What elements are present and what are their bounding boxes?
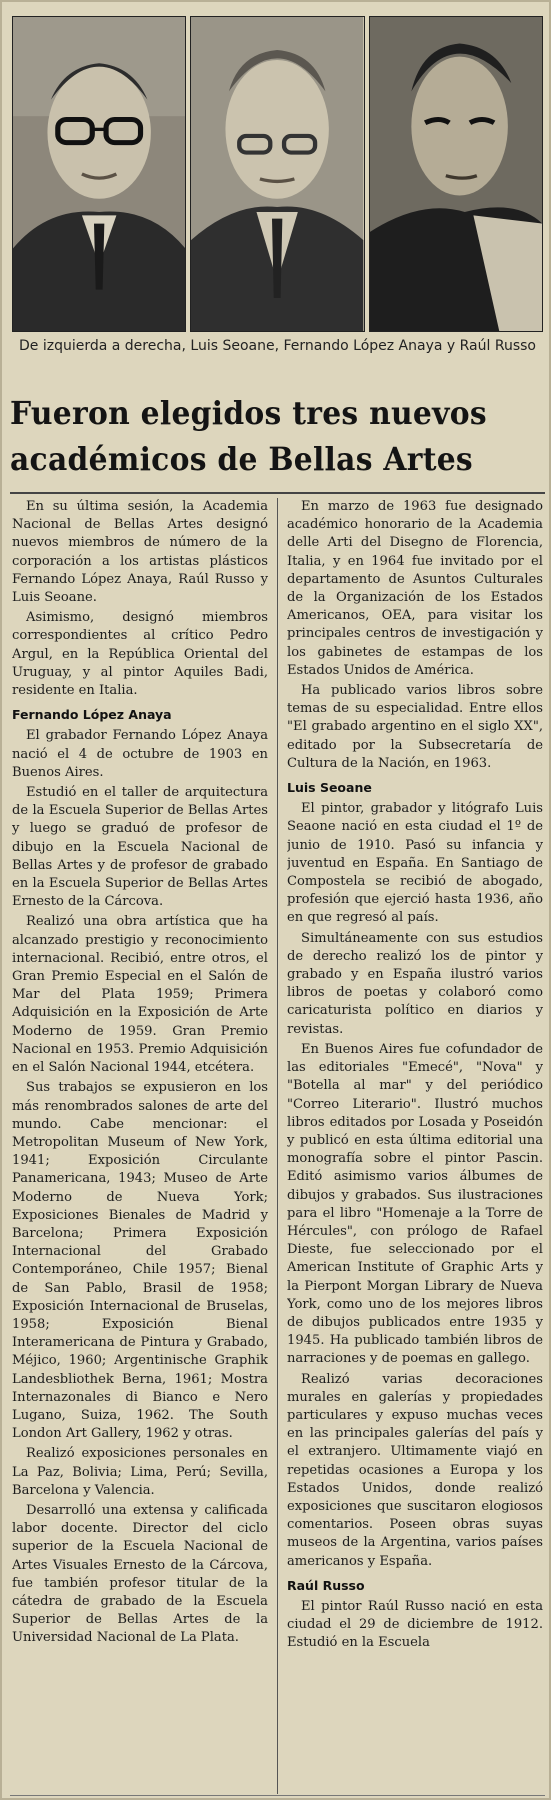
paragraph: Sus trabajos se expusieron en los más renombrados salones de arte del mundo. Cabe mencionar: el Metropolitan Museum of New York, 1941; Exposición Circulante Panamericana, 1943; Museo de Arte Moderno de Nueva York; Exposiciones Bienales de Madrid y Barcelona; Primera Exposición Internacional del Grabado Contemporáneo, Chile 1957; Bienal de San Pablo, Brasil de 1958; Exposición Internacional de Bruselas, 1958; Exposición Bienal Interamericana de Pintura y Grabado, Méjico, 1960; Argentinische Graphik Landesbliothek Berna, 1961; Mostra Internazonales di Bianco e Nero Lugano, Suiza, 1962. The South London Art Gallery, 1962 y otras.: [12, 1080, 268, 1442]
bottom-edge-rule: [10, 1795, 545, 1796]
portrait-strip: [12, 16, 543, 332]
paragraph: Realizó exposiciones personales en La Paz, Bolivia; Lima, Perú; Sevilla, Barcelona y Valencia.: [12, 1446, 268, 1498]
paragraph: El grabador Fernando López Anaya nació el 4 de octubre de 1903 en Buenos Aires.: [12, 728, 268, 780]
paragraph: El pintor, grabador y litógrafo Luis Seaone nació en esta ciudad el 1º de junio de 1910. Pasó su infancia y juventud en España. En Santiago de Compostela se recibió de abogado, profesión que ejerció hasta 1936, año en que regresó al país.: [287, 801, 543, 926]
article-body: [12, 498, 543, 1794]
paragraph: Simultáneamente con sus estudios de derecho realizó los de pintor y grabado y en España ilustró varios libros de poetas y colaboró como caricaturista político en diarios y revistas.: [287, 930, 543, 1037]
paragraph: Estudió en el taller de arquitectura de la Escuela Superior de Bellas Artes y luego se graduó de profesor de dibujo en la Escuela Nacional de Bellas Artes y de profesor de grabado en la Escuela Superior de Bellas Artes Ernesto de la Cárcova.: [12, 785, 268, 910]
paragraph: El pintor Raúl Russo nació en esta ciudad el 29 de diciembre de 1912. Estudió en la Escuela: [287, 1598, 543, 1651]
paragraph: En Buenos Aires fue cofundador de las editoriales "Emecé", "Nova" y "Botella al mar" y del periódico "Correo Literario". Ilustró muchos libros editados por Losada y Poseidón y publicó en esta última editorial una monografía sobre el pintor Pascin. Editó asimismo varios álbumes de dibujos y grabados. Sus ilustraciones para el libro "Homenaje a la Torre de Hércules", con prólogo de Rafael Dieste, fue seleccionado por el American Institute of Graphic Arts y la Pierpont Morgan Library de Nueva York, como uno de los mejores libros de dibujos publicados entre 1935 y 1945. Ha publicado también libros de narraciones y de poemas en gallego.: [287, 1041, 543, 1367]
paragraph: En marzo de 1963 fue designado académico honorario de la Academia delle Arti del Disegno de Florencia, Italia, y en 1964 fue invitado por el departamento de Asuntos Culturales de la Organización de los Estados Americanos, OEA, para visitar los principales centros de investigación y los gabinetes de estampas de los Estados Unidos de América.: [287, 499, 543, 678]
headline-rule: [10, 492, 545, 494]
right-column: [287, 498, 543, 1794]
section-heading-seoane: Luis Seoane: [287, 780, 372, 796]
column-divider: [277, 498, 278, 1794]
section-heading-lopez-anaya: Fernando López Anaya: [12, 707, 172, 723]
section-heading-russo: Raúl Russo: [287, 1577, 365, 1593]
paragraph: Ha publicado varios libros sobre temas de su especialidad. Entre ellos "El grabado argentino en el siglo XX", editado por la Subsecretaría de Cultura de la Nación, en 1963.: [287, 683, 543, 771]
photo-caption: De izquierda a derecha, Luis Seoane, Fernando López Anaya y Raúl Russo: [19, 338, 536, 354]
left-column: [12, 498, 268, 1794]
paragraph: Realizó varias decoraciones murales en galerías y propiedades particulares y expuso muchas veces en las principales galerías del país y el extranjero. Ultimamente viajó en repetidas ocasiones a Europa y los Estados Unidos, donde realizó exposiciones que suscitaron elogiosos comentarios. Poseen obras suyas museos de la Argentina, varios países americanos y España.: [287, 1371, 543, 1569]
portrait-photo-lopez-anaya: [190, 16, 364, 332]
paragraph: Realizó una obra artística que ha alcanzado prestigio y reconocimiento internacional. Recibió, entre otros, el Gran Premio Especial en el Salón de Mar del Plata 1959; Primera Adquisición en la Exposición de Arte Moderno de 1959. Gran Premio Nacional en 1953. Premio Adquisición en el Salón Nacional 1944, etcétera.: [12, 914, 268, 1076]
headline: Fueron elegidos tres nuevos académicos de Bellas Artes: [10, 394, 487, 478]
portrait-photo-seoane: [12, 16, 186, 332]
paragraph: En su última sesión, la Academia Nacional de Bellas Artes designó nuevos miembros de número de la corporación a los artistas plásticos Fernando López Anaya, Raúl Russo y Luis Seoane.: [12, 499, 268, 606]
paragraph: Desarrolló una extensa y calificada labor docente. Director del ciclo superior de la Escuela Nacional de Artes Visuales Ernesto de la Cárcova, fue también profesor titular de la cátedra de grabado de la Escuela Superior de Bellas Artes de la Universidad Nacional de La Plata.: [12, 1502, 268, 1646]
paragraph: Asimismo, designó miembros correspondientes al crítico Pedro Argul, en la República Oriental del Uruguay, y al pintor Aquiles Badi, residente en Italia.: [12, 610, 268, 699]
portrait-photo-russo: [369, 16, 543, 332]
